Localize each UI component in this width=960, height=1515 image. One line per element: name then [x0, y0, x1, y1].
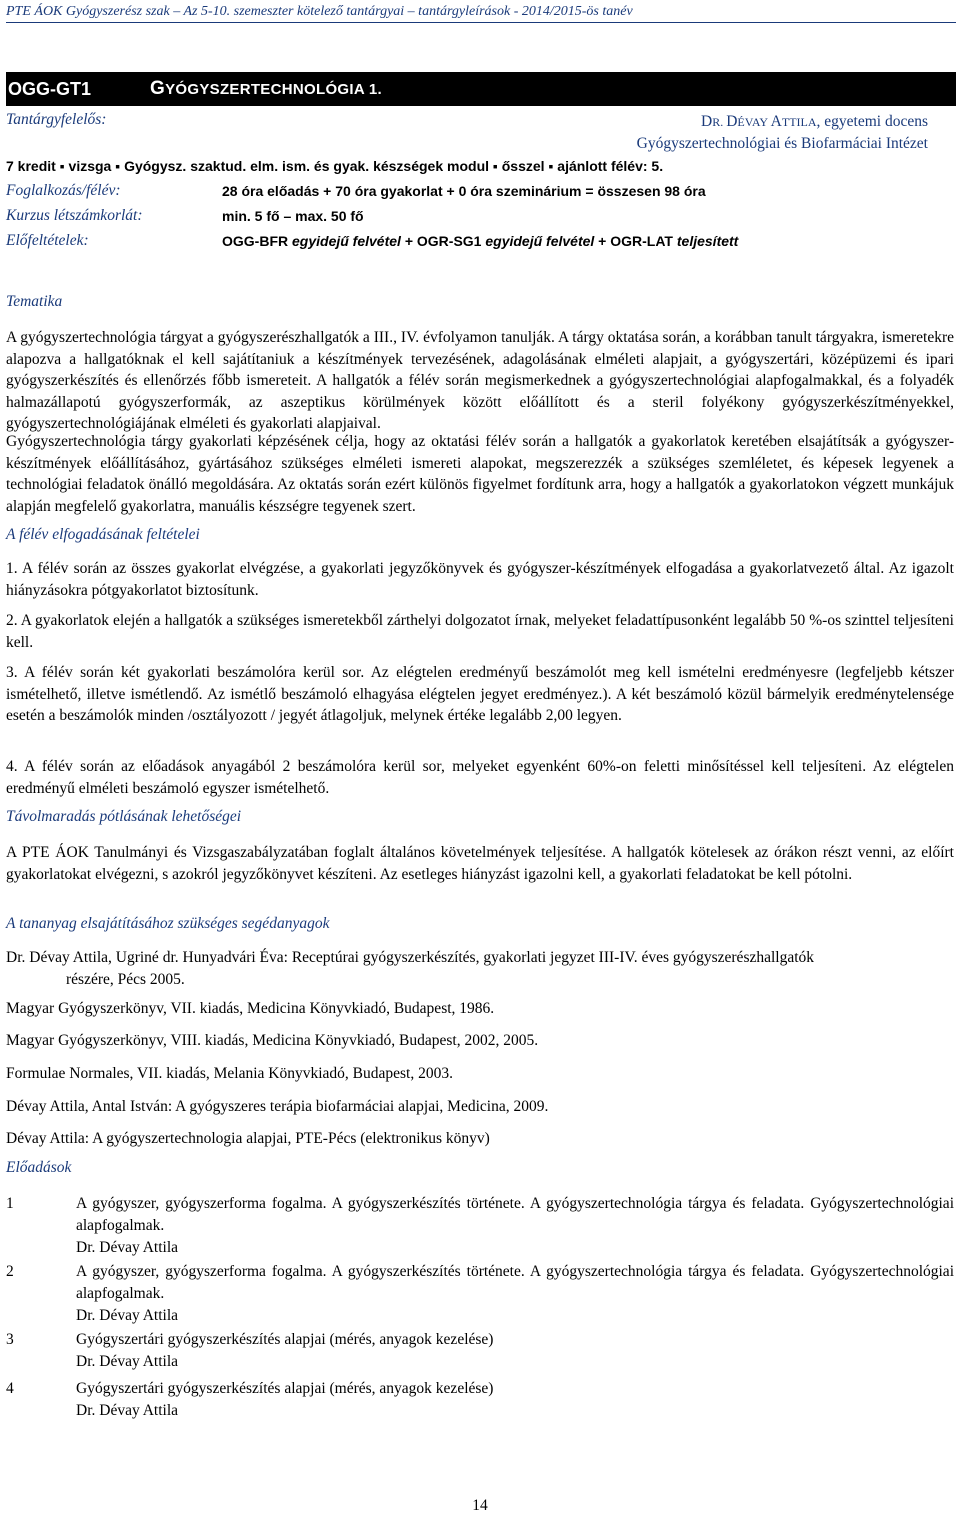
course-heading: [6, 72, 956, 106]
lecture-lecturer: Dr. Dévay Attila: [76, 1402, 179, 1419]
lecture-item: [6, 1378, 954, 1422]
running-header: PTE ÁOK Gyógyszerész szak – Az 5-10. szemeszter kötelező tantárgyai – tantárgyleírások - 2014/2015-ös tanév: [6, 4, 956, 23]
lecture-number: 4: [6, 1380, 14, 1397]
tematika-paragraph-1: A gyógyszertechnológia tárgyat a gyógyszerészhallgatók a III., IV. évfolyamon tanulják. A tárgy oktatása során, a korábban tanult tárgyakra, ismeretekre alapozva a hallgatóknak el kell sajátítaniuk a készítmények tervezésének, adagolásának elméleti alapjait, a gyógyszertári, középüzemi és ipari gyógyszerkészítés és ellenőrzés főbb ismereteit. A hallgatók a félév során megismerkednek a gyógyszertechnológiai alapfogalmakkal, és a folyadék halmazállapotú gyógyszerformák, az aszeptikus körülmények között előállított és a steril folyékony gyógyszerkészítményekkel, gyógyszertechnológiájának elméleti és gyakorlati alapjaival.: [6, 329, 954, 432]
lecture-topic: Gyógyszertári gyógyszerkészítés alapjai (mérés, anyagok kezelése): [76, 1380, 494, 1397]
workload-label: Foglalkozás/félév:: [6, 182, 121, 199]
condition-3: 3. A félév során két gyakorlati beszámolóra kerül sor. Az elégtelen eredményű beszámolót meg kell ismételni eredményesre (legfeljebb kétszer ismételhető, illetve ismétlendő. Az ismétlő beszámoló elhagyása elégtelen jegyet eredményez.). A két beszámoló közül bármelyik eredménytelensége esetén a beszámolók minden /osztályozott / jegyét átlagoljuk, melynek értéke legalább 2,00 legyen.: [6, 664, 954, 724]
limit-value: min. 5 fő – max. 50 fő: [222, 208, 364, 224]
reference-item: Dévay Attila, Antal István: A gyógyszeres terápia biofarmáciai alapjai, Medicina, 2009.: [6, 1098, 549, 1115]
lecture-lecturer: Dr. Dévay Attila: [76, 1307, 179, 1324]
lecture-topic: Gyógyszertári gyógyszerkészítés alapjai (mérés, anyagok kezelése): [76, 1331, 494, 1348]
reference-item: Magyar Gyógyszerkönyv, VIII. kiadás, Medicina Könyvkiadó, Budapest, 2002, 2005.: [6, 1032, 539, 1049]
lecture-number: 1: [6, 1195, 14, 1212]
section-heading-elfogadas: A félév elfogadásának feltételei: [6, 526, 200, 543]
section-heading-eloadasok: Előadások: [6, 1159, 72, 1176]
workload-row: [6, 182, 956, 200]
condition-2: 2. A gyakorlatok elején a hallgatók a szükséges ismeretekből zárthelyi dolgozatot írnak, melyeket feladattípusonként legalább 50 %-os szinttel teljesíteni kell.: [6, 612, 954, 651]
reference-item: Formulae Normales, VII. kiadás, Melania Könyvkiadó, Budapest, 2003.: [6, 1065, 453, 1082]
prereq-value: OGG-BFR egyidejű felvétel + OGR-SG1 egyidejű felvétel + OGR-LAT teljesített: [222, 233, 739, 249]
section-heading-tavolmaradas: Távolmaradás pótlásának lehetőségei: [6, 808, 242, 825]
prereq-label: Előfeltételek:: [6, 232, 89, 249]
reference-item: Dr. Dévay Attila, Ugriné dr. Hunyadvári Éva: Receptúrai gyógyszerkészítés, gyakorlati jegyzet III-IV. éves gyógyszerészhallgatók részére, Pécs 2005.: [6, 949, 815, 988]
course-title: GYÓGYSZERTECHNOLÓGIA 1.: [150, 78, 382, 99]
reference-item: Dévay Attila: A gyógyszertechnologia alapjai, PTE-Pécs (elektronikus könyv): [6, 1130, 490, 1147]
prereq-row: [6, 232, 956, 250]
lecture-lecturer: Dr. Dévay Attila: [76, 1239, 179, 1256]
condition-1: 1. A félév során az összes gyakorlat elvégzése, a gyakorlati jegyzőkönyvek és gyógyszer-készítmények elfogadása a gyakorlatvezető által. Az igazolt hiányzásokra pótgyakorlatot biztosítunk.: [6, 560, 954, 599]
section-heading-tematika: Tematika: [6, 293, 63, 310]
page-number: 14: [472, 1497, 488, 1514]
lecture-number: 2: [6, 1263, 14, 1280]
course-title-bar: [6, 72, 956, 106]
section-heading-segedanyag: A tananyag elsajátításához szükséges segédanyagok: [6, 915, 330, 932]
responsible-person: DR. DÉVAY ATTILA, egyetemi docens Gyógyszertechnológiai és Biofarmáciai Intézet: [636, 113, 928, 152]
limit-label: Kurzus létszámkorlát:: [6, 207, 143, 224]
lecture-item: [6, 1329, 954, 1373]
workload-value: 28 óra előadás + 70 óra gyakorlat + 0 óra szeminárium = összesen 98 óra: [222, 183, 706, 199]
lecture-topic: A gyógyszer, gyógyszerforma fogalma. A gyógyszerkészítés története. A gyógyszertechnológia tárgya és feladata. Gyógyszertechnológiai alapfogalmak.: [76, 1195, 954, 1234]
lecture-lecturer: Dr. Dévay Attila: [76, 1353, 179, 1370]
reference-item: Magyar Gyógyszerkönyv, VII. kiadás, Medicina Könyvkiadó, Budapest, 1986.: [6, 1000, 495, 1017]
lecture-number: 3: [6, 1331, 14, 1348]
responsible-institute: Gyógyszertechnológiai és Biofarmáciai Intézet: [636, 135, 928, 152]
course-code: OGG-GT1: [8, 78, 92, 99]
tematika-paragraph-2: Gyógyszertechnológia tárgy gyakorlati képzésének célja, hogy az oktatási félév során a hallgatók a gyakorlatok keretében elsajátítsák a gyógyszer-készítmények előállításához, gyártásához szükséges elméleti ismereti alapokat, megszerezzék a szükséges szemléletet, és képesek legyenek a technológiai feladatok önálló megoldására. Az oktatás során ezért különös figyelmet fordítunk arra, hogy a hallgatók a gyakorlatokon végzett munkájuk alapján megfelelő gyakorlatra, manuális készségre tegyenek szert.: [6, 433, 954, 515]
lecture-item: [6, 1261, 954, 1327]
limit-row: [6, 207, 956, 225]
responsible-label: Tantárgyfelelős:: [6, 111, 107, 128]
lecture-topic: A gyógyszer, gyógyszerforma fogalma. A gyógyszerkészítés története. A gyógyszertechnológia tárgya és feladata. Gyógyszertechnológiai alapfogalmak.: [76, 1263, 954, 1302]
course-meta-line: 7 kredit ▪ vizsga ▪ Gyógysz. szaktud. elm. ism. és gyak. készségek modul ▪ ősszel ▪ ajánlott félév: 5.: [6, 158, 664, 174]
condition-4: 4. A félév során az előadások anyagából 2 beszámolóra kerül sor, melyeket egyenként 60%-on feletti minősítéssel kell teljesíteni. Az elégtelen eredményű elméleti beszámoló egyszer ismételhető.: [6, 758, 954, 797]
lecture-item: [6, 1193, 954, 1259]
absence-paragraph: A PTE ÁOK Tanulmányi és Vizsgaszabályzatában foglalt általános követelmények teljesítése. A hallgatók kötelesek az órákon részt venni, az előírt gyakorlatokat elvégezni, s azokról jegyzőkönyvet készíteni. Az esetleges hiányzást igazolni kell, a gyakorlati feladatokat be kell pótolni.: [6, 844, 954, 883]
